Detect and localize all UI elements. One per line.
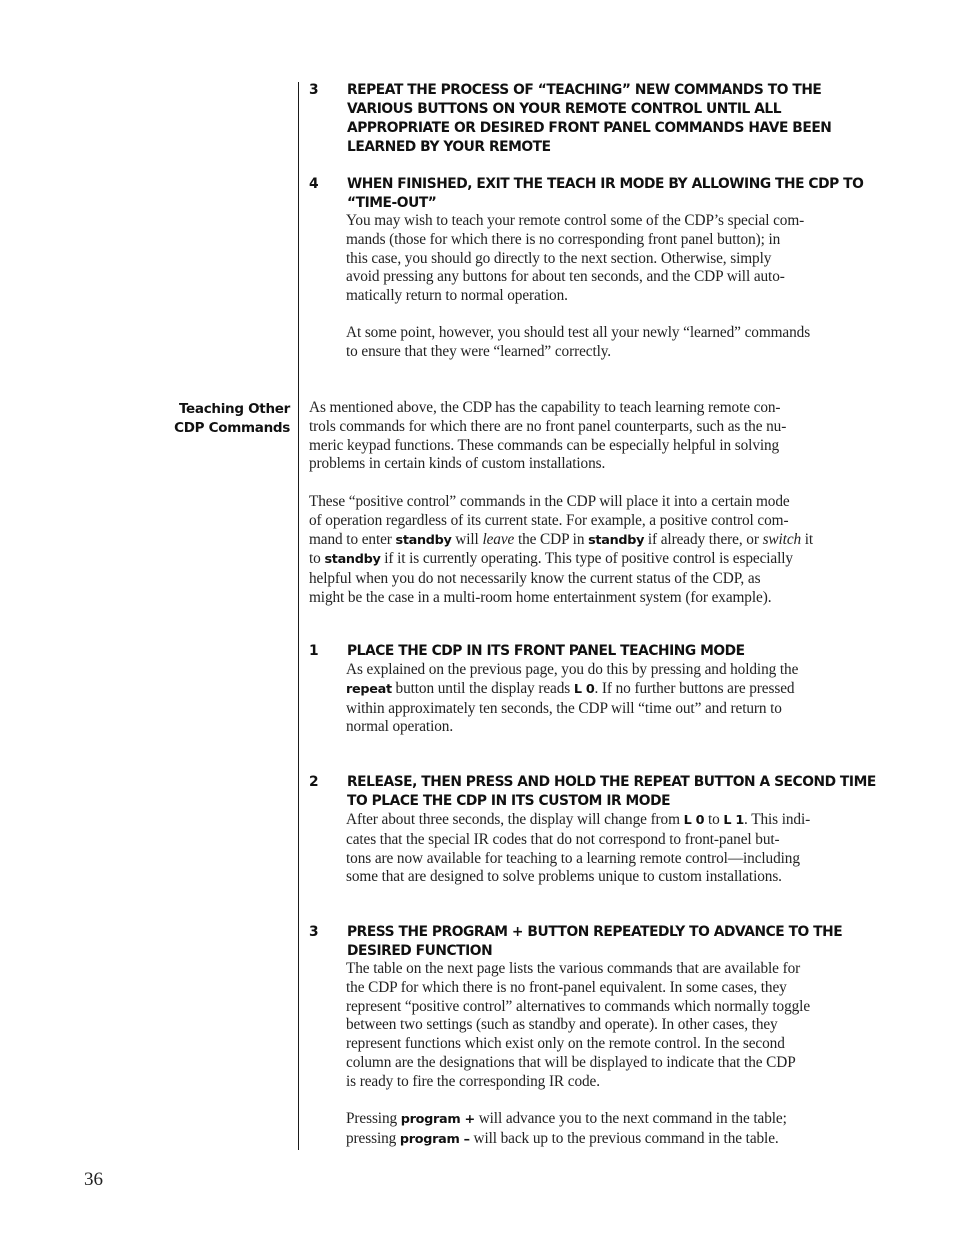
keyword: standby (588, 532, 645, 548)
display-readout: L 0 (683, 813, 705, 828)
text-line: These “positive control” commands in the CDP will place it into a certain mode (309, 493, 790, 510)
text-line: the CDP for which there is no front-panel equivalent. In some cases, they (346, 978, 787, 996)
sidebar-line: Teaching Other (178, 401, 290, 417)
heading-line: WHEN FINISHED, EXIT THE TEACH IR MODE BY ALLOWING THE CDP TO (347, 176, 864, 192)
text-line (346, 1130, 787, 1150)
page-number: 36 (84, 1169, 103, 1190)
heading-line: LEARNED BY YOUR REMOTE (347, 139, 551, 155)
text-line: normal operation. (346, 718, 454, 736)
text-line (346, 1110, 787, 1130)
keyword: standby (395, 532, 452, 548)
section-sidebar-heading (174, 400, 290, 438)
step-number: 3 (309, 82, 319, 98)
step-3b-paragraph (346, 960, 810, 1092)
text-line: At some point, however, you should test all your newly “learned” commands (346, 324, 811, 341)
emphasis: switch (762, 530, 802, 548)
text-line: within approximately ten seconds, the CDP will “time out” and return to (346, 699, 782, 717)
text-line: represent functions which exist only on the remote control. In the second (346, 1035, 785, 1053)
keyword: program – (399, 1131, 470, 1147)
text-line: represent “positive control” alternatives to commands which normally toggle (346, 997, 811, 1015)
step-2-paragraph (346, 811, 810, 887)
keyword: program + (400, 1112, 475, 1127)
intro-paragraph (309, 399, 786, 474)
text-line (346, 811, 810, 831)
emphasis: leave (482, 530, 515, 548)
heading-line: REPEAT THE PROCESS OF “TEACHING” NEW COMMANDS TO THE (347, 82, 822, 98)
text-line: meric keypad functions. These commands can be especially helpful in solving (309, 436, 780, 454)
sidebar-line: CDP Commands (174, 420, 290, 436)
heading-line: DESIRED FUNCTION (347, 943, 493, 959)
step-4-paragraph-2 (346, 324, 810, 362)
text-run: . This indi- (744, 811, 811, 828)
positive-control-paragraph (309, 493, 813, 608)
heading-line: TO PLACE THE CDP IN ITS CUSTOM IR MODE (347, 793, 671, 809)
text-run: to (704, 811, 724, 828)
heading-line: APPROPRIATE OR DESIRED FRONT PANEL COMMANDS HAVE BEEN (347, 120, 832, 136)
text-line: problems in certain kinds of custom installations. (309, 455, 606, 473)
text-run: to (309, 550, 325, 568)
text-line: As mentioned above, the CDP has the capability to teach learning remote con- (309, 399, 781, 416)
text-line: between two settings (such as standby and operate). In other cases, they (346, 1016, 778, 1034)
text-line: this case, you should go directly to the next section. Otherwise, simply (346, 249, 772, 267)
text-run: will back up to the previous command in the table. (469, 1129, 779, 1147)
text-run: Pressing (346, 1110, 401, 1127)
text-line: As explained on the previous page, you do this by pressing and holding the (346, 661, 799, 678)
text-line: some that are designed to solve problems unique to custom installations. (346, 868, 782, 886)
margin-rule (298, 82, 299, 1150)
step-number: 4 (309, 176, 319, 192)
text-run: the CDP in (514, 530, 589, 548)
text-run: if already there, or (644, 530, 763, 548)
step-3b-paragraph-2 (346, 1110, 787, 1150)
step-4-paragraph-1 (346, 212, 804, 306)
heading-line: RELEASE, THEN PRESS AND HOLD THE REPEAT BUTTON A SECOND TIME (347, 774, 876, 790)
step-number: 1 (309, 643, 319, 659)
text-run: will (451, 530, 483, 548)
text-run: After about three seconds, the display will change from (346, 811, 684, 828)
text-line (309, 531, 813, 551)
text-line (309, 550, 813, 570)
text-line: mands (those for which there is no corresponding front panel button); in (346, 230, 781, 248)
heading-line: VARIOUS BUTTONS ON YOUR REMOTE CONTROL UNTIL ALL (347, 101, 782, 117)
text-line: is ready to fire the corresponding IR code. (346, 1072, 600, 1090)
text-line: The table on the next page lists the various commands that are available for (346, 960, 801, 977)
step-number: 2 (309, 774, 319, 790)
text-line: cates that the special IR codes that do not correspond to front-panel but- (346, 830, 780, 848)
step-number: 3 (309, 924, 319, 940)
heading-line: PRESS THE PROGRAM + BUTTON REPEATEDLY TO ADVANCE TO THE (347, 924, 843, 940)
keyword: repeat (346, 681, 392, 697)
text-run: button until the display reads (391, 679, 574, 697)
text-line: of operation regardless of its current state. For example, a positive control com- (309, 511, 789, 529)
text-line: might be the case in a multi-room home entertainment system (for example). (309, 588, 772, 606)
text-line: trols commands for which there are no front panel counterparts, such as the nu- (309, 417, 787, 435)
display-readout: L 1 (723, 813, 745, 828)
text-line: matically return to normal operation. (346, 287, 568, 305)
text-line: to ensure that they were “learned” correctly. (346, 342, 612, 360)
text-line (346, 680, 798, 700)
text-run: it (801, 530, 814, 548)
text-line: avoid pressing any buttons for about ten seconds, and the CDP will auto- (346, 268, 785, 286)
text-run: pressing (346, 1129, 400, 1147)
display-readout: L 0 (573, 681, 595, 697)
keyword: standby (324, 552, 381, 568)
text-run: mand to enter (309, 530, 396, 548)
text-line: tons are now available for teaching to a learning remote control—including (346, 849, 800, 867)
text-line: column are the designations that will be displayed to indicate that the CDP (346, 1053, 796, 1071)
text-line: You may wish to teach your remote control some of the CDP’s special com- (346, 212, 805, 229)
text-run: will advance you to the next command in the table; (474, 1110, 787, 1127)
text-line: helpful when you do not necessarily know the current status of the CDP, as (309, 570, 761, 588)
heading-line: “TIME-OUT” (347, 195, 437, 211)
step-1-paragraph (346, 661, 798, 737)
text-run: if it is currently operating. This type of positive control is especially (380, 550, 793, 568)
heading-line: PLACE THE CDP IN ITS FRONT PANEL TEACHING MODE (347, 643, 745, 659)
text-run: . If no further buttons are pressed (594, 679, 795, 697)
